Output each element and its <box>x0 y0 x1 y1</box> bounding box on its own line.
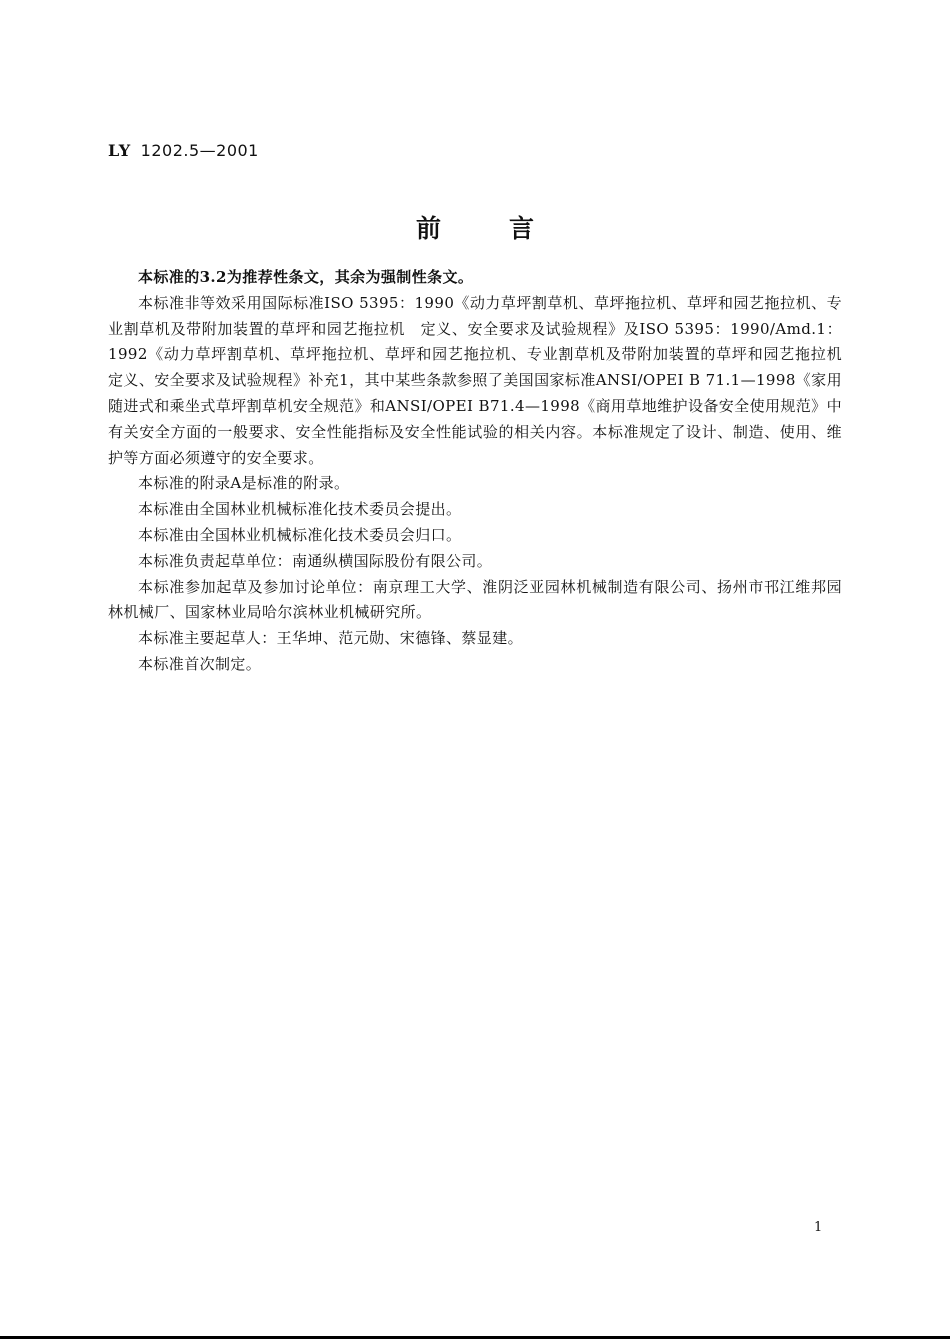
paragraph-adoption: 本标准非等效采用国际标准ISO 5395：1990《动力草坪割草机、草坪拖拉机、草坪和园艺拖拉机、专业割草机及带附加装置的草坪和园艺拖拉机 定义、安全要求及试验规程》及ISO 5395：1990/Amd.1：1992《动力草坪割草机、草坪拖拉机、草坪和园艺拖拉机、专业割草机及带附加装置的草坪和园艺拖拉机 定义、安全要求及试验规程》补充1，其中某些条款参照了美国国家标准ANSI/OPEI B 71.1—1998《家用随进式和乘坐式草坪割草机安全规范》和ANSI/OPEI B71.4—1998《商用草地维护设备安全使用规范》中有关安全方面的一般要求、安全性能指标及安全性能试验的相关内容。本标准规定了设计、制造、使用、维护等方面必须遵守的安全要求。 <box>108 293 858 467</box>
paragraph-participating-units: 本标准参加起草及参加讨论单位：南京理工大学、淮阴泛亚园林机械制造有限公司、扬州市邗江维邦园林机械厂、国家林业局哈尔滨林业机械研究所。 <box>108 577 842 622</box>
standard-number: 1202.5—2001 <box>140 141 259 160</box>
standard-code <box>108 141 259 160</box>
paragraph-centralized-by: 本标准由全国林业机械标准化技术委员会归口。 <box>138 525 462 544</box>
standard-prefix: LY <box>108 141 131 160</box>
paragraph-drafters: 本标准主要起草人：王华坤、范元勋、宋德锋、蔡显建。 <box>138 629 524 648</box>
paragraph-appendix: 本标准的附录A是标准的附录。 <box>138 474 350 493</box>
paragraph-recommended-clause-note: 本标准的3.2为推荐性条文，其余为强制性条文。 <box>138 268 474 286</box>
page-number: 1 <box>814 1220 823 1235</box>
title-char-2: 言 <box>509 214 535 243</box>
page-title <box>0 212 950 246</box>
paragraph-drafting-unit: 本标准负责起草单位：南通纵横国际股份有限公司。 <box>138 551 493 570</box>
foreword-body <box>108 265 858 678</box>
bottom-border-line <box>0 1336 950 1339</box>
title-char-1: 前 <box>415 214 441 243</box>
paragraph-first-edition: 本标准首次制定。 <box>138 654 262 673</box>
paragraph-proposed-by: 本标准由全国林业机械标准化技术委员会提出。 <box>138 500 462 519</box>
